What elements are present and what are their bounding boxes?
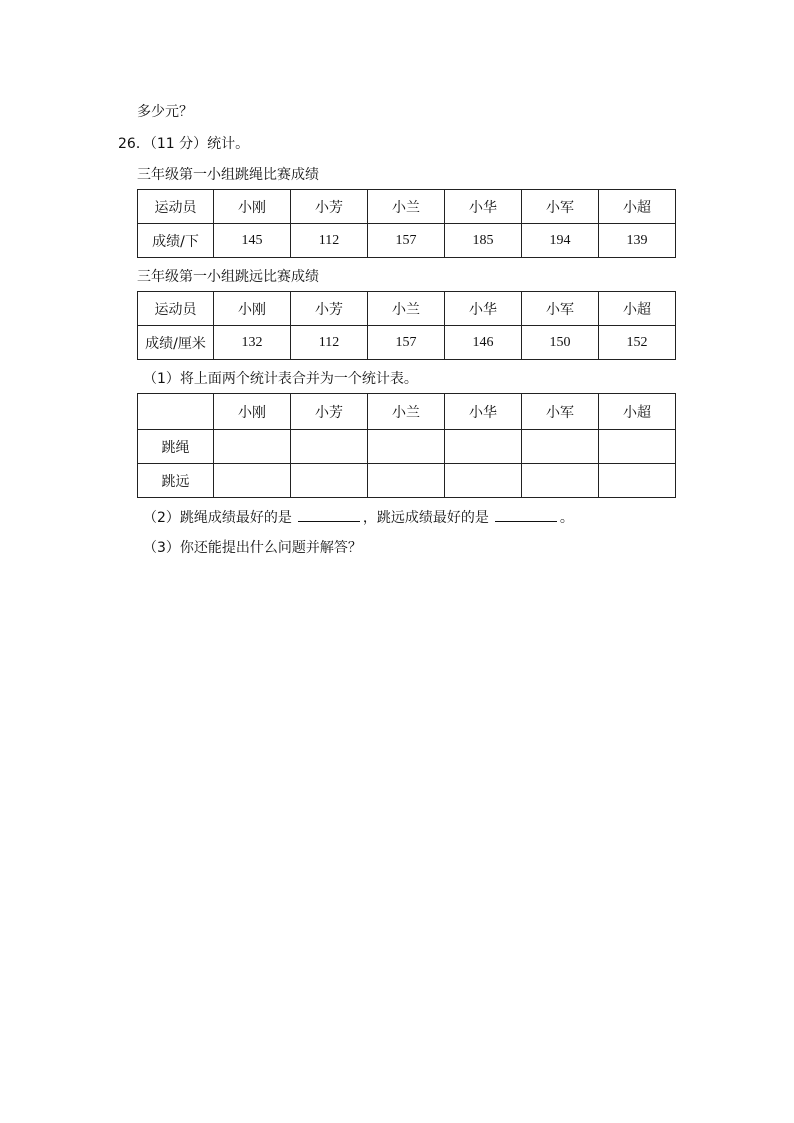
header-cell: 小超 [599,394,676,430]
table1-title: 三年级第一小组跳绳比赛成绩 [137,167,319,183]
answer-blank-rope[interactable] [298,507,360,522]
value-cell: 157 [368,326,445,360]
value-cell: 112 [291,224,368,258]
value-cell: 112 [291,326,368,360]
question-score: （11 分） [149,136,208,152]
row-label-cell: 跳远 [138,464,214,498]
header-cell: 小华 [445,292,522,326]
part2-text-b: ，跳远成绩最好的是 [362,510,489,526]
row-label-cell: 跳绳 [138,430,214,464]
value-cell: 150 [522,326,599,360]
part2-text-c: 。 [559,510,574,526]
table-row [138,190,676,224]
value-cell: 132 [214,326,291,360]
table-row [138,224,676,258]
combined-table [137,393,676,498]
part1-instruction: （1）将上面两个统计表合并为一个统计表。 [143,371,418,387]
header-cell: 运动员 [138,190,214,224]
answer-cell[interactable] [522,464,599,498]
rope-skipping-table [137,189,676,258]
answer-cell[interactable] [291,464,368,498]
header-cell: 小华 [445,394,522,430]
value-cell: 157 [368,224,445,258]
header-cell: 小兰 [368,190,445,224]
question-26-heading [118,134,249,154]
answer-cell[interactable] [291,430,368,464]
long-jump-table [137,291,676,360]
header-cell: 小军 [522,394,599,430]
header-cell: 小超 [599,292,676,326]
header-cell: 小军 [522,190,599,224]
table-row [138,430,676,464]
value-cell: 185 [445,224,522,258]
header-cell: 小华 [445,190,522,224]
table-row [138,464,676,498]
value-cell: 146 [445,326,522,360]
table2-title: 三年级第一小组跳远比赛成绩 [137,269,319,285]
value-cell: 145 [214,224,291,258]
header-cell: 小刚 [214,190,291,224]
answer-cell[interactable] [445,464,522,498]
answer-cell[interactable] [214,430,291,464]
answer-cell[interactable] [599,430,676,464]
header-cell: 小兰 [368,394,445,430]
header-cell: 运动员 [138,292,214,326]
row-label-cell: 成绩/厘米 [138,326,214,360]
header-cell: 小兰 [368,292,445,326]
previous-question-tail: 多少元？ [137,104,193,120]
value-cell: 152 [599,326,676,360]
table-row [138,326,676,360]
question-topic: 统计。 [207,136,250,152]
row-label-cell: 成绩/下 [138,224,214,258]
table-row [138,292,676,326]
answer-cell[interactable] [445,430,522,464]
answer-cell[interactable] [599,464,676,498]
table-row [138,394,676,430]
corner-cell [138,394,214,430]
part3-question: （3）你还能提出什么问题并解答？ [143,540,362,556]
header-cell: 小超 [599,190,676,224]
value-cell: 139 [599,224,676,258]
header-cell: 小芳 [291,292,368,326]
part2-text-a: （2）跳绳成绩最好的是 [143,510,292,526]
header-cell: 小芳 [291,190,368,224]
answer-cell[interactable] [522,430,599,464]
question-number: 26． [118,136,150,152]
answer-cell[interactable] [368,464,445,498]
answer-blank-jump[interactable] [495,507,557,522]
header-cell: 小军 [522,292,599,326]
header-cell: 小刚 [214,394,291,430]
value-cell: 194 [522,224,599,258]
answer-cell[interactable] [368,430,445,464]
header-cell: 小芳 [291,394,368,430]
header-cell: 小刚 [214,292,291,326]
part2-question [143,507,574,528]
answer-cell[interactable] [214,464,291,498]
